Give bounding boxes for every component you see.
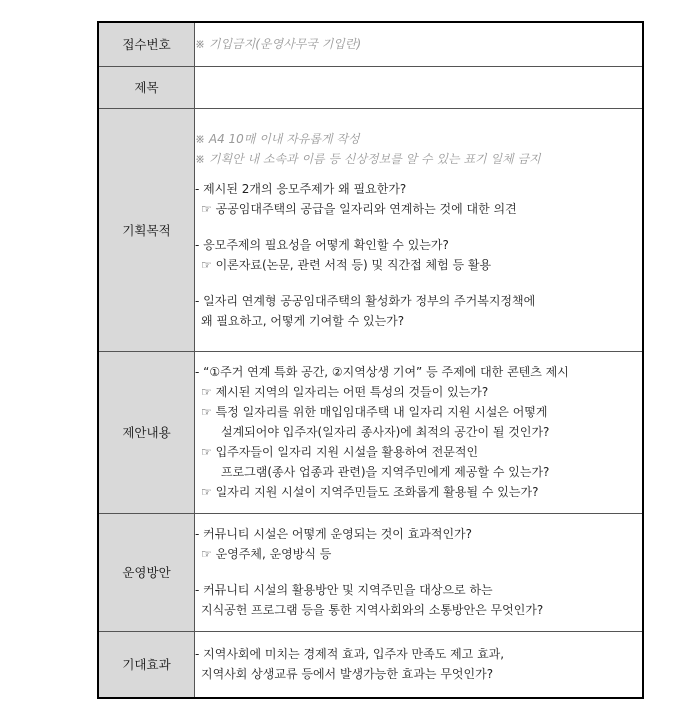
proposal-hint-2: ☞ 특정 일자리를 위한 매입임대주택 내 일자리 지원 시설은 어떻게 xyxy=(201,405,548,419)
proposal-hint-1: ☞ 제시된 지역의 일자리는 어떤 특성의 것들이 있는가? xyxy=(201,385,489,399)
title-field[interactable] xyxy=(195,66,644,108)
purpose-question-2: - 응모주제의 필요성을 어떻게 확인할 수 있는가? xyxy=(195,237,449,252)
proposal-label: 제안내용 xyxy=(98,351,195,513)
proposal-hint-3-cont: 프로그램(종사 업종과 관련)을 지역주민에게 제공할 수 있는가? xyxy=(221,465,550,479)
receipt-number-placeholder: ※ 기입금지(운영사무국 기입란) xyxy=(195,37,362,52)
effect-question-cont: 지역사회 상생교류 등에서 발생가능한 효과는 무엇인가? xyxy=(201,667,494,682)
purpose-question-1: - 제시된 2개의 응모주제가 왜 필요한가? xyxy=(195,181,407,196)
note-no-personal-info: ※ 기획안 내 소속과 이름 등 신상정보를 알 수 있는 표기 일체 금지 xyxy=(195,151,541,166)
purpose-hint-2: ☞ 이론자료(논문, 관련 서적 등) 및 직간접 체험 등 활용 xyxy=(201,257,492,272)
operation-question-1: - 커뮤니티 시설은 어떻게 운영되는 것이 효과적인가? xyxy=(195,527,473,541)
proposal-topic: - “①주거 연계 특화 공간, ②지역상생 기여” 등 주제에 대한 콘텐츠 제시 xyxy=(195,365,569,379)
operation-hint-1: ☞ 운영주체, 운영방식 등 xyxy=(201,547,332,561)
purpose-question-3-cont: 왜 필요하고, 어떻게 기여할 수 있는가? xyxy=(201,313,405,328)
purpose-question-3: - 일자리 연계형 공공임대주택의 활성화가 정부의 주거복지정책에 xyxy=(195,293,536,308)
receipt-number-field[interactable] xyxy=(195,22,644,66)
receipt-number-row xyxy=(98,22,643,66)
purpose-hint-1: ☞ 공공임대주택의 공급을 일자리와 연계하는 것에 대한 의견 xyxy=(201,201,517,216)
proposal-hint-4: ☞ 일자리 지원 시설이 지역주민들도 조화롭게 활용될 수 있는가? xyxy=(201,485,539,499)
proposal-field[interactable] xyxy=(195,351,644,513)
operation-label: 운영방안 xyxy=(98,513,195,631)
effect-question: - 지역사회에 미치는 경제적 효과, 입주자 만족도 제고 효과, xyxy=(195,647,505,662)
effect-label: 기대효과 xyxy=(98,631,195,698)
effect-field[interactable] xyxy=(195,631,644,698)
receipt-number-label: 접수번호 xyxy=(98,22,195,66)
purpose-field[interactable] xyxy=(195,108,644,351)
proposal-hint-3: ☞ 입주자들이 일자리 지원 시설을 활용하여 전문적인 xyxy=(201,445,479,459)
title-row xyxy=(98,66,643,108)
proposal-hint-2-cont: 설계되어야 입주자(일자리 종사자)에 최적의 공간이 될 것인가? xyxy=(221,425,550,439)
operation-row xyxy=(98,513,643,631)
operation-question-2-cont: 지식공헌 프로그램 등을 통한 지역사회와의 소통방안은 무엇인가? xyxy=(201,603,544,617)
effect-row xyxy=(98,631,643,698)
proposal-row xyxy=(98,351,643,513)
purpose-row xyxy=(98,108,643,351)
operation-field[interactable] xyxy=(195,513,644,631)
operation-question-2: - 커뮤니티 시설의 활용방안 및 지역주민을 대상으로 하는 xyxy=(195,583,493,597)
title-label: 제목 xyxy=(98,66,195,108)
proposal-form-table xyxy=(97,21,644,699)
purpose-label: 기획목적 xyxy=(98,108,195,351)
note-page-limit: ※ A4 10매 이내 자유롭게 작성 xyxy=(195,131,360,146)
